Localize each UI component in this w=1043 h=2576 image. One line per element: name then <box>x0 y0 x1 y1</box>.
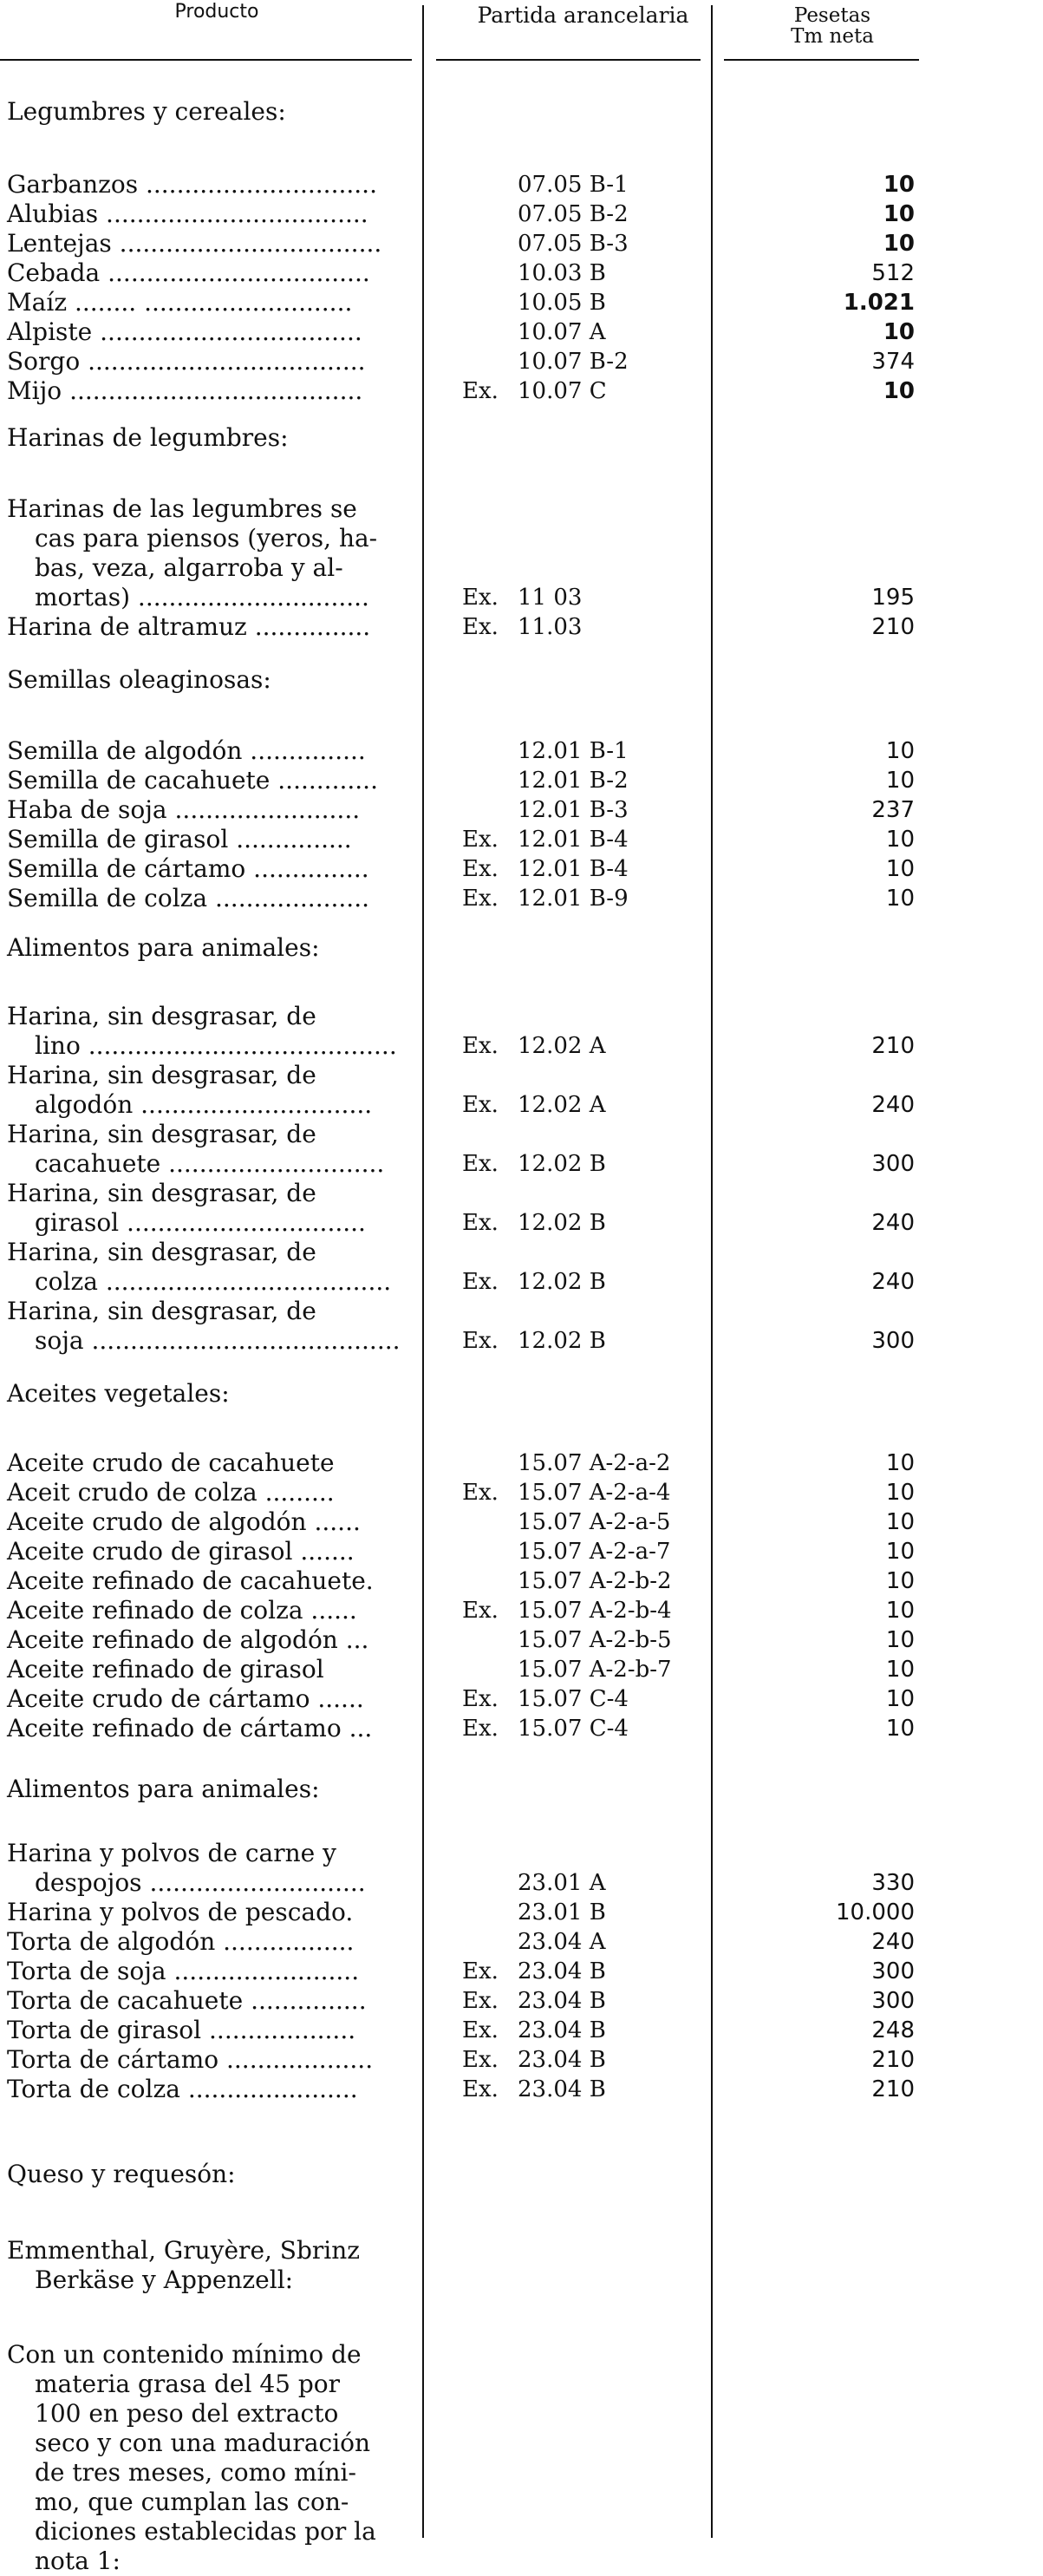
header-producto: Producto <box>174 1 259 23</box>
row-pesetas: 1.021 <box>843 290 915 316</box>
row-producto: Semilla de cacahuete ............. <box>7 766 378 794</box>
row-partida: 15.07 A-2-a-5 <box>518 1509 671 1535</box>
row-producto: Harina, sin desgrasar, de <box>7 1061 316 1089</box>
row-ex-marker: Ex. <box>462 827 499 853</box>
row-pesetas: 240 <box>871 1269 915 1295</box>
row-partida: 10.03 B <box>518 260 606 286</box>
table-row <box>0 1868 1043 1898</box>
row-ex-marker: Ex. <box>462 856 499 882</box>
row-producto: algodón .............................. <box>35 1090 373 1119</box>
header-pesetas-tm-neta <box>746 5 919 47</box>
row-partida: 23.04 B <box>518 2017 606 2043</box>
row-pesetas: 374 <box>871 349 915 375</box>
table-row <box>0 258 1043 288</box>
table-row <box>0 170 1043 199</box>
table-row <box>0 1898 1043 1927</box>
row-producto: Alpiste .................................. <box>7 317 362 346</box>
table-row <box>0 1596 1043 1625</box>
table-row <box>0 1120 1043 1149</box>
row-pesetas: 300 <box>871 1151 915 1177</box>
table-row <box>0 1090 1043 1120</box>
row-partida: 11.03 <box>518 614 583 640</box>
table-row <box>0 854 1043 884</box>
row-partida: 15.07 A-2-b-5 <box>518 1627 672 1653</box>
row-pesetas: 10 <box>885 1568 915 1594</box>
table-row <box>0 1149 1043 1179</box>
row-producto: Haba de soja ........................ <box>7 795 361 824</box>
row-producto: Harinas de las legumbres se <box>7 494 357 523</box>
row-partida: 15.07 A-2-a-4 <box>518 1480 671 1506</box>
row-producto: Harina de altramuz ............... <box>7 612 371 641</box>
table-row <box>0 288 1043 317</box>
table-row <box>0 376 1043 406</box>
row-partida: 15.07 C-4 <box>518 1686 629 1712</box>
row-partida: 12.01 B-9 <box>518 886 629 912</box>
row-pesetas: 10 <box>885 827 915 853</box>
row-partida: 10.07 C <box>518 378 607 404</box>
row-producto: Aceite refinado de cacahuete. <box>7 1566 374 1595</box>
row-ex-marker: Ex. <box>462 1033 499 1059</box>
row-pesetas: 210 <box>871 1033 915 1059</box>
row-pesetas: 210 <box>871 2047 915 2073</box>
row-pesetas: 10.000 <box>836 1899 915 1925</box>
row-pesetas: 240 <box>871 1929 915 1955</box>
row-producto: Harina, sin desgrasar, de <box>7 1002 316 1030</box>
row-producto: Lentejas .................................. <box>7 229 382 258</box>
row-pesetas: 10 <box>883 172 915 198</box>
row-ex-marker: Ex. <box>462 886 499 912</box>
row-ex-marker: Ex. <box>462 2047 499 2073</box>
row-producto: Semilla de algodón ............... <box>7 736 366 765</box>
row-ex-marker: Ex. <box>462 378 499 404</box>
row-producto: colza ..................................... <box>35 1267 392 1296</box>
row-partida: 11 03 <box>518 585 583 611</box>
row-ex-marker: Ex. <box>462 1716 499 1742</box>
row-pesetas: 10 <box>883 231 915 257</box>
table-row <box>0 2488 1043 2517</box>
row-partida: 10.07 A <box>518 319 606 345</box>
header-partida-arancelaria: Partida arancelaria <box>477 3 689 28</box>
row-partida: 12.02 B <box>518 1151 606 1177</box>
table-row <box>0 1326 1043 1356</box>
row-producto: Torta de cacahuete ............... <box>7 1986 367 2015</box>
row-partida: 15.07 A-2-a-7 <box>518 1539 671 1565</box>
row-pesetas: 240 <box>871 1092 915 1118</box>
row-producto: Alubias .................................. <box>7 199 368 228</box>
table-row <box>0 553 1043 583</box>
row-producto: Maíz ........ ........................... <box>7 288 353 317</box>
row-producto: Semilla de colza .................... <box>7 884 370 912</box>
row-producto: Aceite refinado de algodón ... <box>7 1625 369 1654</box>
row-partida: 07.05 B-2 <box>518 201 629 227</box>
table-row <box>0 1238 1043 1267</box>
header-pesetas: Pesetas <box>793 4 871 27</box>
table-row <box>0 1839 1043 1868</box>
table-row <box>0 1267 1043 1297</box>
row-pesetas: 10 <box>885 1450 915 1476</box>
row-producto: cacahuete ............................ <box>35 1149 385 1178</box>
row-ex-marker: Ex. <box>462 1988 499 2014</box>
row-pesetas: 210 <box>871 614 915 640</box>
table-row <box>0 2075 1043 2104</box>
table-row <box>0 2340 1043 2370</box>
row-ex-marker: Ex. <box>462 1151 499 1177</box>
row-partida: 07.05 B-3 <box>518 231 629 257</box>
table-row <box>0 1208 1043 1238</box>
table-row <box>0 1684 1043 1714</box>
row-partida: 12.01 B-1 <box>518 738 629 764</box>
row-partida: 15.07 A-2-b-2 <box>518 1568 672 1594</box>
row-pesetas: 512 <box>871 260 915 286</box>
table-row <box>0 2370 1043 2399</box>
row-producto: Aceite crudo de cártamo ...... <box>7 1684 364 1713</box>
table-row <box>0 347 1043 376</box>
table-row <box>0 1179 1043 1208</box>
row-pesetas: 10 <box>885 1509 915 1535</box>
row-partida: 12.01 B-3 <box>518 797 629 823</box>
row-partida: 15.07 C-4 <box>518 1716 629 1742</box>
row-pesetas: 10 <box>885 886 915 912</box>
row-partida: 12.02 B <box>518 1328 606 1354</box>
table-row <box>0 317 1043 347</box>
row-producto: mortas) .............................. <box>35 583 369 611</box>
row-partida: 12.01 B-2 <box>518 768 629 794</box>
section-alimentos-2: Alimentos para animales: <box>7 1775 320 1803</box>
row-partida: 07.05 B-1 <box>518 172 629 198</box>
row-partida: 15.07 A-2-b-7 <box>518 1657 672 1683</box>
section-queso: Queso y requesón: <box>7 2160 236 2188</box>
table-row <box>0 1625 1043 1655</box>
row-partida: 12.02 B <box>518 1269 606 1295</box>
row-pesetas: 10 <box>885 1686 915 1712</box>
row-producto: Aceite crudo de algodón ...... <box>7 1507 361 1536</box>
row-partida: 23.04 A <box>518 1929 606 1955</box>
table-row <box>0 1297 1043 1326</box>
table-row <box>0 524 1043 553</box>
row-producto: materia grasa del 45 por <box>35 2370 341 2398</box>
row-producto: Harina y polvos de pescado. <box>7 1898 354 1926</box>
header-rule-partida <box>436 59 701 61</box>
row-ex-marker: Ex. <box>462 1958 499 1984</box>
table-row <box>0 2429 1043 2458</box>
section-harinas-legumbres: Harinas de legumbres: <box>7 423 289 452</box>
section-alimentos-1: Alimentos para animales: <box>7 933 320 962</box>
row-ex-marker: Ex. <box>462 585 499 611</box>
row-producto: 100 en peso del extracto <box>35 2399 339 2428</box>
row-ex-marker: Ex. <box>462 1480 499 1506</box>
row-producto: Torta de girasol ................... <box>7 2016 356 2044</box>
table-row <box>0 1655 1043 1684</box>
row-partida: 23.01 B <box>518 1899 606 1925</box>
row-producto: Harina y polvos de carne y <box>7 1839 336 1867</box>
row-ex-marker: Ex. <box>462 1598 499 1624</box>
table-row <box>0 229 1043 258</box>
row-pesetas: 10 <box>885 1598 915 1624</box>
row-producto: Aceite refinado de colza ...... <box>7 1596 357 1625</box>
row-partida: 23.04 B <box>518 1988 606 2014</box>
table-row <box>0 2016 1043 2045</box>
row-partida: 15.07 A-2-a-2 <box>518 1450 671 1476</box>
row-pesetas: 10 <box>885 1480 915 1506</box>
header-tm-neta: Tm neta <box>791 25 874 48</box>
row-producto: Semilla de cártamo ............... <box>7 854 369 883</box>
row-partida: 12.02 A <box>518 1033 606 1059</box>
row-producto: lino ........................................ <box>35 1031 397 1060</box>
row-pesetas: 248 <box>871 2017 915 2043</box>
row-pesetas: 300 <box>871 1958 915 1984</box>
row-ex-marker: Ex. <box>462 1328 499 1354</box>
row-producto: Harina, sin desgrasar, de <box>7 1238 316 1266</box>
row-pesetas: 10 <box>885 1657 915 1683</box>
row-ex-marker: Ex. <box>462 1210 499 1236</box>
table-row <box>0 1031 1043 1061</box>
row-producto: Emmenthal, Gruyère, Sbrinz <box>7 2236 361 2265</box>
row-pesetas: 10 <box>885 1627 915 1653</box>
row-pesetas: 330 <box>871 1870 915 1896</box>
row-producto: soja ........................................ <box>35 1326 401 1355</box>
table-row <box>0 736 1043 766</box>
row-producto: Mijo ...................................... <box>7 376 363 405</box>
table-row <box>0 1448 1043 1478</box>
table-row <box>0 612 1043 642</box>
table-row <box>0 199 1043 229</box>
row-producto: mo, que cumplan las con- <box>35 2488 349 2516</box>
table-row <box>0 1566 1043 1596</box>
row-ex-marker: Ex. <box>462 1686 499 1712</box>
table-row <box>0 1714 1043 1743</box>
row-producto: Torta de colza ...................... <box>7 2075 358 2103</box>
row-pesetas: 10 <box>885 768 915 794</box>
row-producto: Harina, sin desgrasar, de <box>7 1179 316 1207</box>
row-producto: cas para piensos (yeros, ha- <box>35 524 378 552</box>
row-ex-marker: Ex. <box>462 614 499 640</box>
section-semillas: Semillas oleaginosas: <box>7 665 271 694</box>
row-partida: 12.01 B-4 <box>518 856 629 882</box>
row-producto: diciones establecidas por la <box>35 2517 376 2546</box>
row-producto: Aceite refinado de cártamo ... <box>7 1714 373 1742</box>
row-pesetas: 237 <box>871 797 915 823</box>
table-row <box>0 1002 1043 1031</box>
row-producto: Aceite crudo de cacahuete <box>7 1448 335 1477</box>
row-producto: Torta de soja ........................ <box>7 1957 360 1985</box>
row-producto: Semilla de girasol ............... <box>7 825 352 853</box>
row-producto: Torta de cártamo ................... <box>7 2045 374 2074</box>
row-pesetas: 240 <box>871 1210 915 1236</box>
row-producto: Con un contenido mínimo de <box>7 2340 362 2369</box>
table-row <box>0 2547 1043 2576</box>
row-producto: Sorgo .................................... <box>7 347 366 376</box>
row-pesetas: 10 <box>885 738 915 764</box>
row-ex-marker: Ex. <box>462 1092 499 1118</box>
row-partida: 12.01 B-4 <box>518 827 629 853</box>
row-producto: nota 1: <box>35 2547 121 2575</box>
row-partida: 12.02 A <box>518 1092 606 1118</box>
row-producto: Cebada .................................. <box>7 258 370 287</box>
row-pesetas: 210 <box>871 2076 915 2102</box>
table-row <box>0 1061 1043 1090</box>
table-row <box>0 1507 1043 1537</box>
row-producto: Berkäse y Appenzell: <box>35 2265 294 2294</box>
row-pesetas: 10 <box>885 1539 915 1565</box>
row-producto: Aceit crudo de colza ......... <box>7 1478 335 1507</box>
table-row <box>0 494 1043 524</box>
row-partida: 12.02 B <box>518 1210 606 1236</box>
row-ex-marker: Ex. <box>462 2076 499 2102</box>
row-partida: 23.01 A <box>518 1870 606 1896</box>
row-pesetas: 10 <box>885 1716 915 1742</box>
row-partida: 10.05 B <box>518 290 606 316</box>
table-row <box>0 884 1043 913</box>
row-producto: girasol ............................... <box>35 1208 366 1237</box>
table-row <box>0 2045 1043 2075</box>
row-partida: 15.07 A-2-b-4 <box>518 1598 672 1624</box>
row-partida: 23.04 B <box>518 2047 606 2073</box>
row-pesetas: 300 <box>871 1988 915 2014</box>
row-partida: 10.07 B-2 <box>518 349 629 375</box>
table-row <box>0 1957 1043 1986</box>
row-producto: despojos ............................ <box>35 1868 366 1897</box>
table-row <box>0 1478 1043 1507</box>
row-producto: Harina, sin desgrasar, de <box>7 1297 316 1325</box>
table-row <box>0 2236 1043 2265</box>
row-partida: 23.04 B <box>518 1958 606 1984</box>
row-producto: Harina, sin desgrasar, de <box>7 1120 316 1148</box>
row-producto: Garbanzos .............................. <box>7 170 377 199</box>
table-row <box>0 766 1043 795</box>
header-rule-producto <box>0 59 412 61</box>
table-row <box>0 825 1043 854</box>
table-row <box>0 1986 1043 2016</box>
row-ex-marker: Ex. <box>462 1269 499 1295</box>
section-legumbres: Legumbres y cereales: <box>7 97 286 126</box>
table-row <box>0 795 1043 825</box>
table-row <box>0 1927 1043 1957</box>
table-row <box>0 2458 1043 2488</box>
row-pesetas: 10 <box>883 201 915 227</box>
table-row <box>0 2399 1043 2429</box>
row-pesetas: 195 <box>871 585 915 611</box>
row-pesetas: 10 <box>883 378 915 404</box>
row-pesetas: 300 <box>871 1328 915 1354</box>
row-pesetas: 10 <box>885 856 915 882</box>
row-ex-marker: Ex. <box>462 2017 499 2043</box>
header-rule-pesetas <box>724 59 919 61</box>
table-row <box>0 1537 1043 1566</box>
row-producto: Torta de algodón ................. <box>7 1927 355 1956</box>
row-producto: Aceite crudo de girasol ....... <box>7 1537 355 1566</box>
row-producto: de tres meses, como míni- <box>35 2458 356 2487</box>
table-row <box>0 2265 1043 2295</box>
row-producto: bas, veza, algarroba y al- <box>35 553 343 582</box>
table-row <box>0 583 1043 612</box>
row-partida: 23.04 B <box>518 2076 606 2102</box>
row-pesetas: 10 <box>883 319 915 345</box>
row-producto: seco y con una maduración <box>35 2429 371 2457</box>
row-producto: Aceite refinado de girasol <box>7 1655 324 1684</box>
section-aceites: Aceites vegetales: <box>7 1379 230 1408</box>
